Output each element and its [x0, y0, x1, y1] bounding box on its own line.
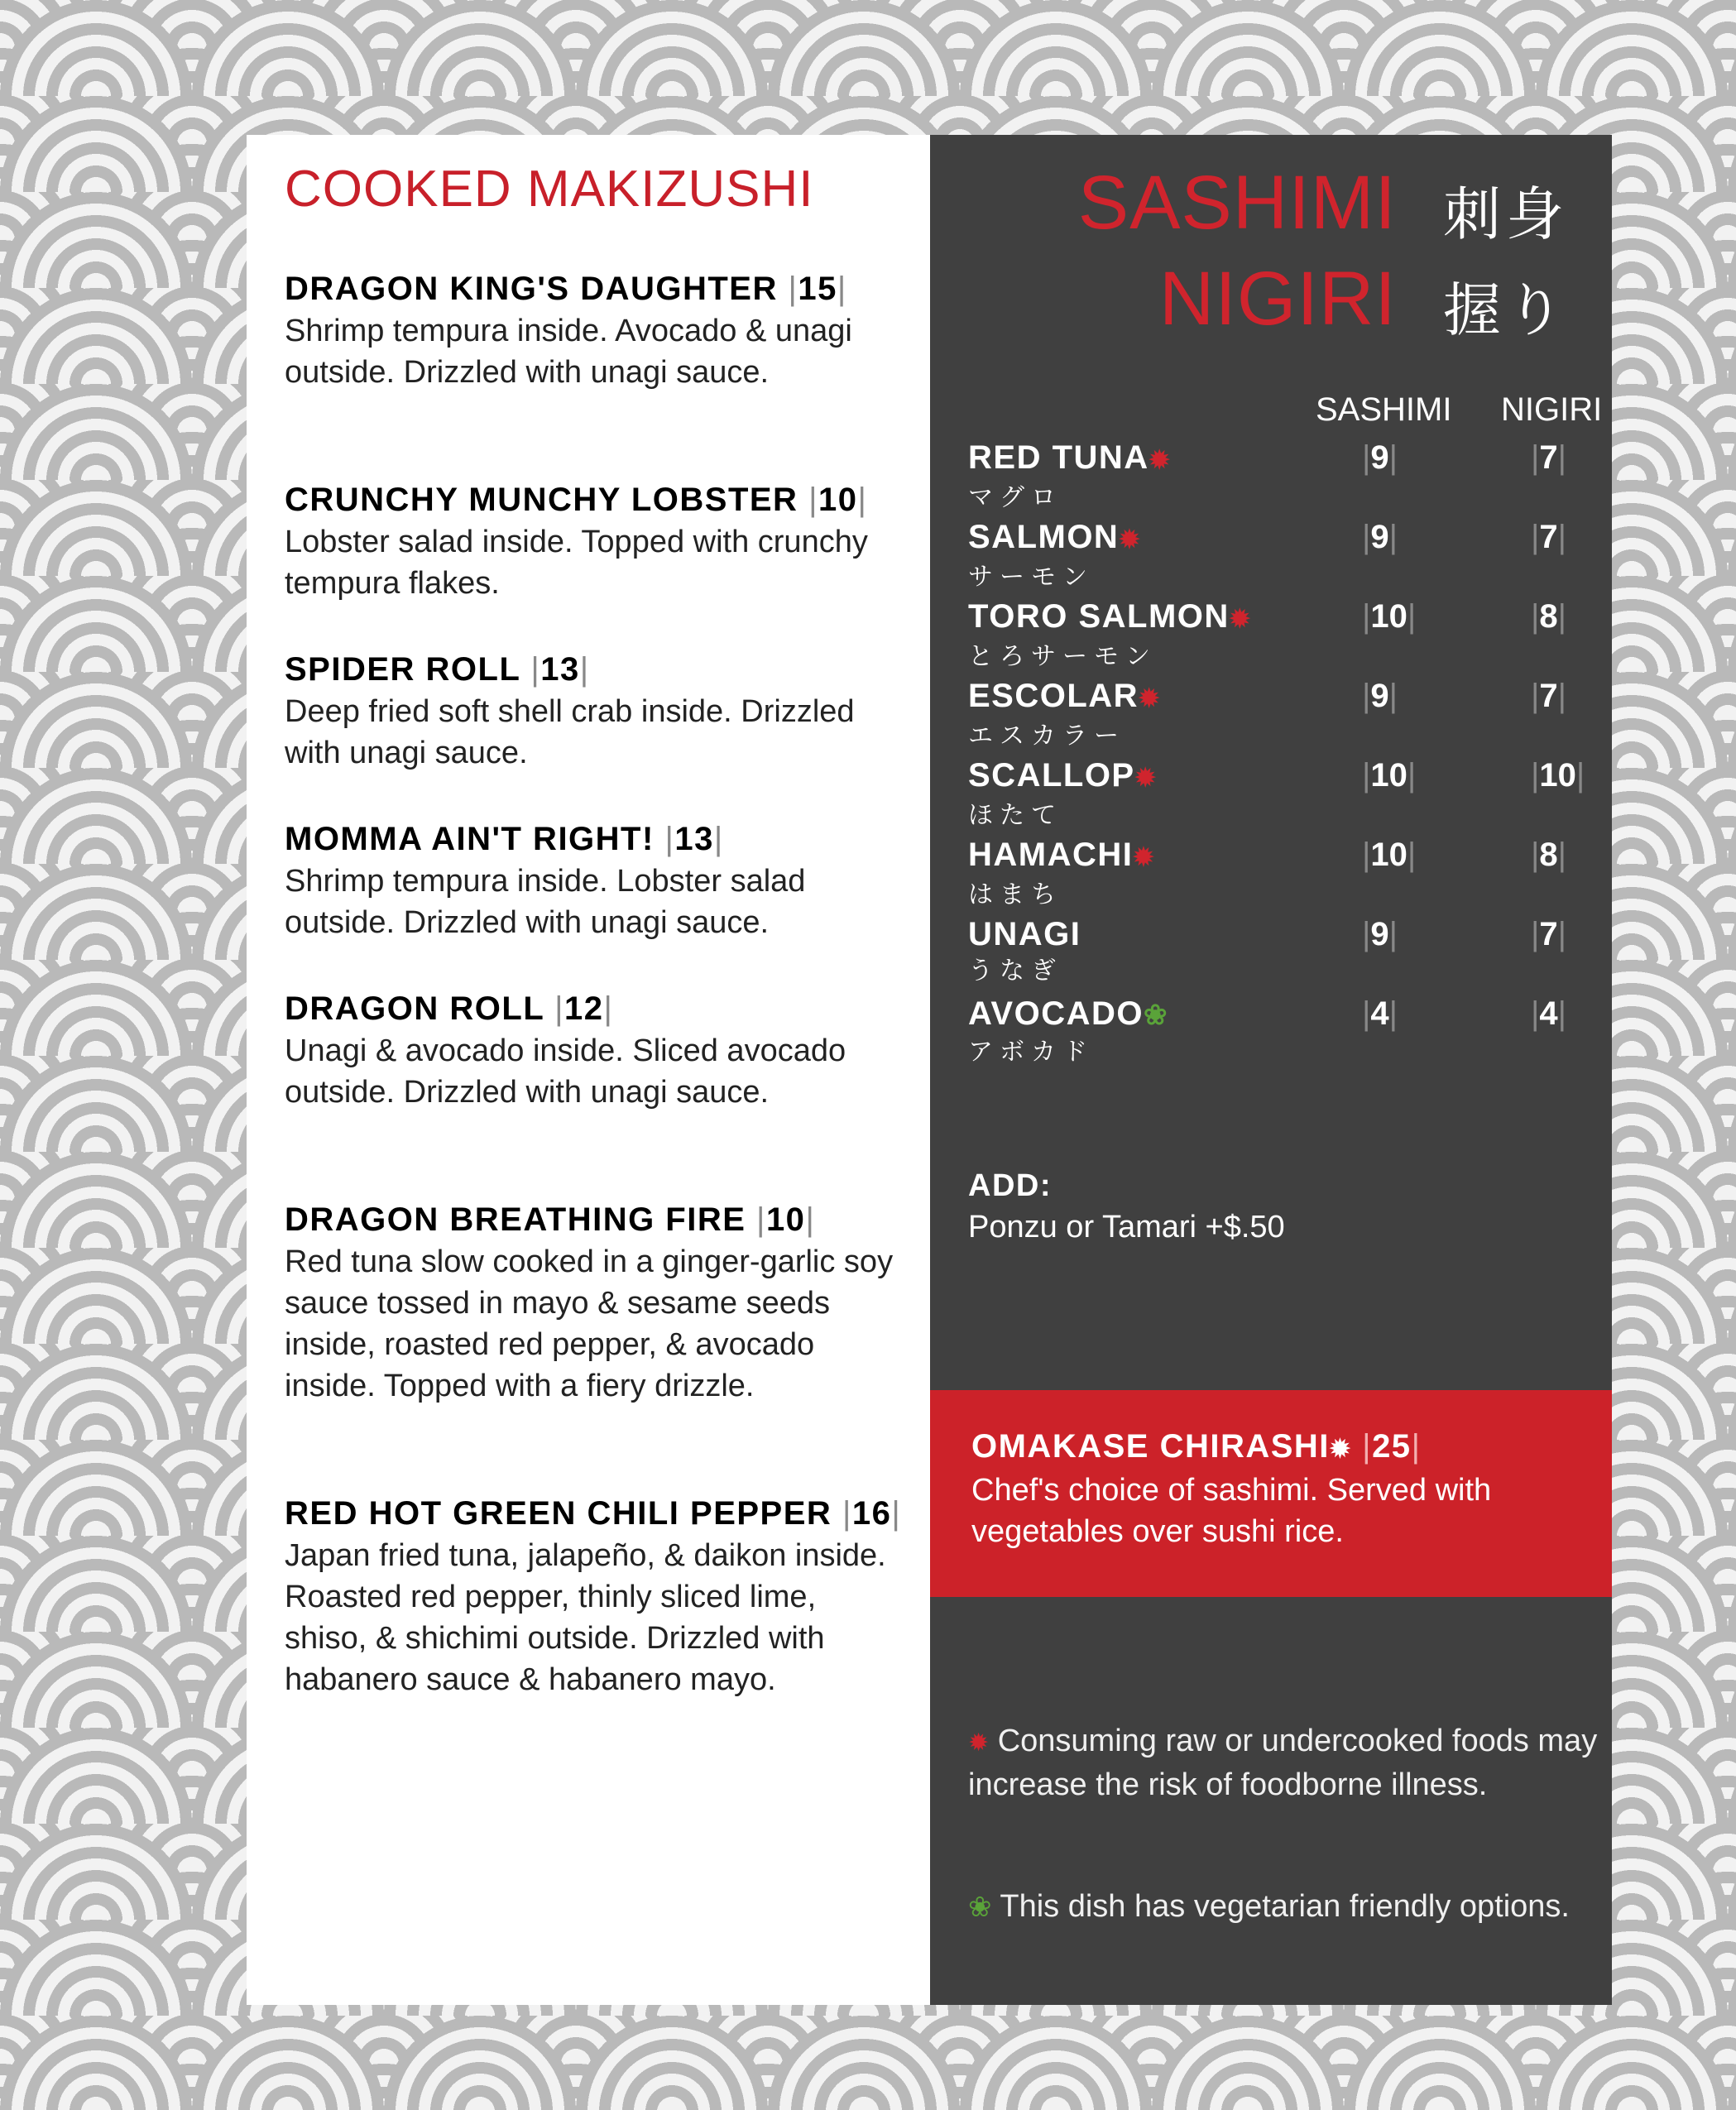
raw-warning-icon: ✹ — [968, 1729, 990, 1757]
sashimi-row — [968, 516, 1597, 596]
fish-name-line — [968, 993, 1597, 1036]
nigiri-price-value: 7 — [1539, 916, 1558, 952]
nigiri-price-value: 7 — [1539, 519, 1558, 555]
nigiri-price-value: 4 — [1539, 995, 1558, 1032]
fish-japanese-name: とろサーモン — [968, 642, 1157, 671]
fish-name: SALMON — [968, 519, 1120, 555]
fish-name: AVOCADO — [968, 995, 1144, 1032]
raw-note-text: Consuming raw or undercooked foods may increase the risk of foodborne illness. — [968, 1724, 1598, 1802]
sashimi-price: |9| — [1362, 678, 1398, 714]
menu-item — [285, 478, 897, 604]
menu-item-price: 16 — [851, 1495, 892, 1532]
menu-item-name: CRUNCHY MUNCHY LOBSTER — [285, 482, 798, 518]
menu-item-price: 10 — [765, 1201, 806, 1238]
sashimi-price-value: 10 — [1370, 757, 1408, 794]
sashimi-kanji: 刺身 — [1443, 180, 1569, 248]
menu-item-description: Lobster salad inside. Topped with crunchy tempura flakes. — [285, 525, 868, 601]
cooked-makizushi-panel — [247, 135, 930, 2005]
nigiri-price: |7| — [1531, 519, 1567, 555]
menu-item-price: 12 — [564, 990, 604, 1027]
sashimi-price: |9| — [1362, 439, 1398, 476]
sashimi-price-value: 9 — [1370, 916, 1389, 952]
menu-item-name-line: DRAGON ROLL |12| — [285, 990, 614, 1027]
menu-item-name-line: RED HOT GREEN CHILI PEPPER |16| — [285, 1495, 902, 1532]
sashimi-price: |10| — [1362, 837, 1417, 873]
raw-warning-icon: ✹ — [1149, 447, 1172, 474]
omakase-name: OMAKASE CHIRASHI — [971, 1428, 1330, 1465]
omakase-price: 25 — [1372, 1428, 1412, 1465]
nigiri-kanji: 握り — [1443, 276, 1569, 344]
menu-item-name-line: SPIDER ROLL |13| — [285, 651, 590, 688]
raw-warning-icon: ✹ — [1139, 685, 1161, 712]
sashimi-row — [968, 834, 1597, 914]
vegetarian-flower-icon: ❀ — [968, 1892, 992, 1923]
menu-item-name-line: MOMMA AIN'T RIGHT! |13| — [285, 821, 724, 857]
sashimi-price-value: 9 — [1370, 519, 1389, 555]
menu-item — [285, 1198, 897, 1407]
fish-name: TORO SALMON — [968, 598, 1230, 635]
nigiri-price-value: 10 — [1539, 757, 1576, 794]
fish-name-line — [968, 437, 1597, 482]
nigiri-price: |7| — [1531, 439, 1567, 476]
sashimi-price-value: 10 — [1370, 598, 1408, 635]
add-label: ADD: — [968, 1168, 1052, 1203]
sashimi-row — [968, 437, 1597, 516]
sashimi-nigiri-panel — [930, 135, 1612, 2005]
menu-item — [285, 818, 897, 943]
sashimi-row — [968, 675, 1597, 755]
menu-item — [285, 1492, 902, 1700]
menu-item — [285, 987, 897, 1113]
nigiri-price: |8| — [1531, 837, 1567, 873]
sashimi-price-value: 9 — [1370, 439, 1389, 476]
sashimi-price: |9| — [1362, 519, 1398, 555]
fish-japanese-name: ほたて — [968, 801, 1062, 830]
fish-japanese-name: はまち — [968, 880, 1062, 909]
sashimi-price-value: 9 — [1370, 678, 1389, 714]
menu-item-name-line: CRUNCHY MUNCHY LOBSTER |10| — [285, 482, 868, 518]
fish-japanese-name: アボカド — [968, 1038, 1094, 1067]
nigiri-price: |7| — [1531, 916, 1567, 952]
fish-name: RED TUNA — [968, 439, 1149, 476]
omakase-description: Chef's choice of sashimi. Served with vegetables over sushi rice. — [971, 1473, 1492, 1549]
raw-warning-icon: ✹ — [1119, 526, 1141, 554]
menu-item-name-line: DRAGON KING'S DAUGHTER |15| — [285, 271, 847, 307]
menu-item-name: SPIDER ROLL — [285, 651, 520, 688]
fish-name: SCALLOP — [968, 757, 1135, 794]
column-header-nigiri: NIGIRI — [1501, 391, 1603, 428]
sashimi-price-value: 10 — [1370, 837, 1408, 873]
menu-item-price: 13 — [674, 821, 714, 857]
sashimi-title: SASHIMI — [1077, 161, 1397, 245]
menu-item-description: Unagi & avocado inside. Sliced avocado outside. Drizzled with unagi sauce. — [285, 1033, 846, 1110]
vegetarian-note — [968, 1886, 1605, 1928]
fish-japanese-name: マグロ — [968, 483, 1062, 512]
veg-note-text: This dish has vegetarian friendly options. — [1000, 1889, 1570, 1924]
raw-warning-icon: ✹ — [1134, 765, 1158, 792]
fish-name-line — [968, 914, 1597, 955]
sashimi-price-value: 4 — [1370, 995, 1389, 1032]
menu-item-price: 15 — [798, 271, 837, 307]
fish-name: HAMACHI — [968, 837, 1134, 873]
menu-item-description: Deep fried soft shell crab inside. Drizzled with unagi sauce. — [285, 694, 855, 770]
vegetarian-flower-icon: ❀ — [1143, 1000, 1168, 1031]
fish-name-line — [968, 675, 1597, 720]
fish-name-line — [968, 755, 1597, 799]
add-text: Ponzu or Tamari +$.50 — [968, 1210, 1285, 1244]
menu-item-price: 13 — [540, 651, 580, 688]
section-title: COOKED MAKIZUSHI — [285, 161, 814, 218]
menu-item-name: DRAGON ROLL — [285, 990, 544, 1027]
menu-item — [285, 267, 897, 393]
menu-item-name: DRAGON KING'S DAUGHTER — [285, 271, 778, 307]
sashimi-row — [968, 596, 1597, 675]
sashimi-price: |10| — [1362, 598, 1417, 635]
fish-japanese-name: エスカラー — [968, 722, 1125, 750]
fish-name-line — [968, 834, 1597, 879]
raw-food-note — [968, 1720, 1605, 1805]
omakase-box — [930, 1390, 1612, 1597]
fish-japanese-name: うなぎ — [968, 957, 1062, 985]
menu-item-description: Red tuna slow cooked in a ginger-garlic soy sauce tossed in mayo & sesame seeds inside, roasted red pepper, & avocado inside. Topped with a fiery drizzle. — [285, 1244, 894, 1403]
nigiri-price-value: 7 — [1539, 678, 1558, 714]
menu-item-name: MOMMA AIN'T RIGHT! — [285, 821, 655, 857]
sashimi-row — [968, 755, 1597, 834]
nigiri-title: NIGIRI — [1158, 257, 1397, 341]
menu-item-name: DRAGON BREATHING FIRE — [285, 1201, 746, 1238]
column-header-sashimi: SASHIMI — [1316, 391, 1452, 428]
menu-item-description: Shrimp tempura inside. Avocado & unagi outside. Drizzled with unagi sauce. — [285, 314, 852, 390]
menu-item-name: RED HOT GREEN CHILI PEPPER — [285, 1495, 832, 1532]
fish-japanese-name: サーモン — [968, 563, 1094, 592]
raw-warning-icon: ✹ — [1229, 606, 1252, 633]
nigiri-price: |7| — [1531, 678, 1567, 714]
nigiri-price: |8| — [1531, 598, 1567, 635]
nigiri-price-value: 8 — [1539, 837, 1558, 873]
fish-name-line — [968, 596, 1597, 640]
nigiri-price: |10| — [1531, 757, 1585, 794]
fish-name: UNAGI — [968, 916, 1081, 952]
fish-name-line — [968, 516, 1597, 561]
fish-name: ESCOLAR — [968, 678, 1139, 714]
raw-warning-icon: ✹ — [1329, 1436, 1352, 1463]
menu-item-name-line: DRAGON BREATHING FIRE |10| — [285, 1201, 816, 1238]
sashimi-price: |9| — [1362, 916, 1398, 952]
add-on-block — [968, 1165, 1285, 1248]
menu-item-description: Japan fried tuna, jalapeño, & daikon inside. Roasted red pepper, thinly sliced lime, shiso, & shichimi outside. Drizzled with habanero sauce & habanero mayo. — [285, 1538, 886, 1697]
menu-item-description: Shrimp tempura inside. Lobster salad outside. Drizzled with unagi sauce. — [285, 864, 806, 940]
sashimi-row — [968, 993, 1597, 1072]
sashimi-price: |4| — [1362, 995, 1398, 1032]
menu-item — [285, 648, 897, 774]
nigiri-price-value: 8 — [1539, 598, 1558, 635]
raw-warning-icon: ✹ — [1133, 844, 1156, 871]
sashimi-row — [968, 914, 1597, 993]
nigiri-price: |4| — [1531, 995, 1567, 1032]
nigiri-price-value: 7 — [1539, 439, 1558, 476]
menu-item-price: 10 — [818, 482, 858, 518]
omakase-name-line: OMAKASE CHIRASHI✹ |25| — [971, 1428, 1422, 1465]
sashimi-price: |10| — [1362, 757, 1417, 794]
